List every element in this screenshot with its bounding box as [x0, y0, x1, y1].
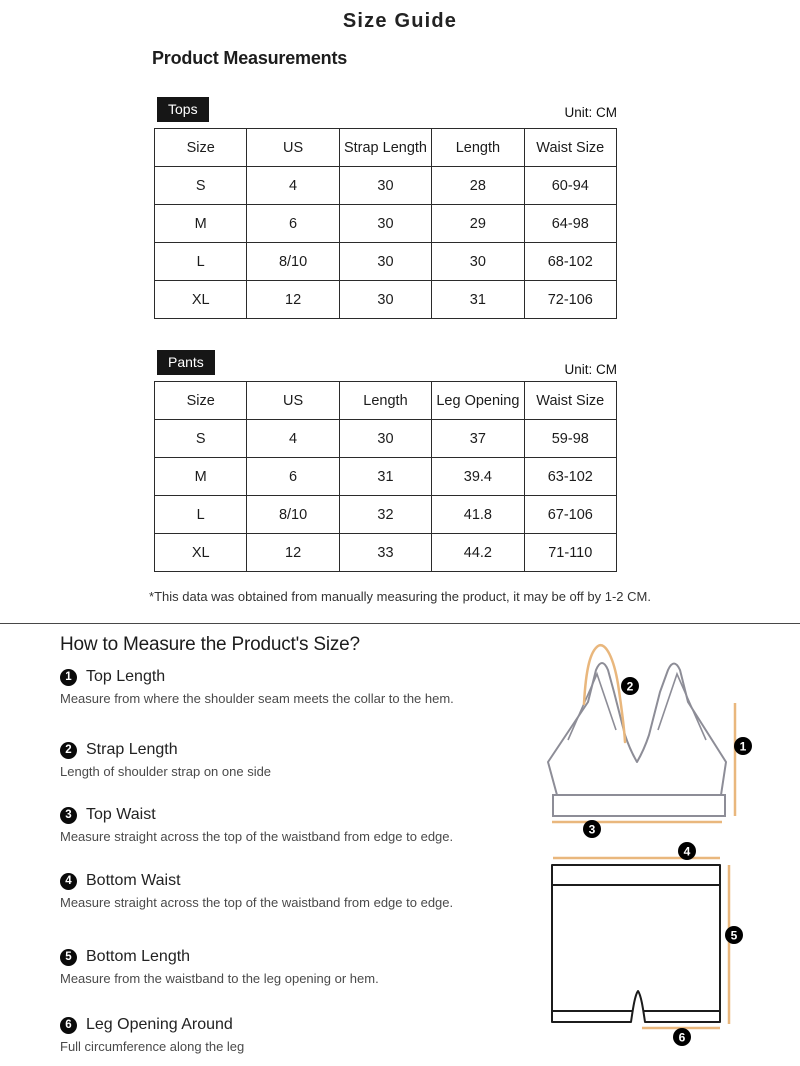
item-number-badge: 5 — [60, 949, 77, 966]
item-title: Top Length — [86, 668, 166, 685]
table-cell: 12 — [247, 534, 339, 572]
tops-badge: Tops — [157, 97, 209, 122]
pants-unit-label: Unit: CM — [564, 362, 617, 377]
bra-band — [553, 795, 725, 816]
top-measurement-diagram — [530, 630, 770, 842]
item-description: Measure straight across the top of the waistband from edge to edge. — [60, 895, 454, 910]
item-description: Measure straight across the top of the waistband from edge to edge. — [60, 829, 454, 844]
table-cell: 60-94 — [524, 167, 616, 205]
table-cell: 28 — [432, 167, 524, 205]
item-number-badge: 3 — [60, 807, 77, 824]
item-title: Leg Opening Around — [86, 1016, 233, 1033]
table-cell: 64-98 — [524, 205, 616, 243]
table-header-cell: US — [247, 129, 339, 167]
table-header-cell: Size — [155, 129, 247, 167]
item-description: Measure from the waistband to the leg opening or hem. — [60, 971, 379, 986]
table-cell: M — [155, 458, 247, 496]
svg-text:4: 4 — [683, 844, 691, 859]
table-row — [155, 496, 617, 534]
disclaimer-text: *This data was obtained from manually measuring the product, it may be off by 1-2 CM. — [149, 589, 651, 604]
table-cell: 33 — [339, 534, 431, 572]
item-title: Strap Length — [86, 741, 178, 758]
table-cell: 63-102 — [524, 458, 616, 496]
table-cell: 6 — [247, 458, 339, 496]
label-5-badge — [725, 926, 743, 944]
shorts-outline — [552, 865, 720, 1022]
svg-text:6: 6 — [678, 1030, 686, 1045]
table-cell: 68-102 — [524, 243, 616, 281]
table-cell: 30 — [432, 243, 524, 281]
table-header-cell: Length — [339, 382, 431, 420]
how-to-heading: How to Measure the Product's Size? — [60, 634, 360, 655]
table-cell: 72-106 — [524, 281, 616, 319]
label-4-badge — [678, 842, 696, 860]
table-cell: 39.4 — [432, 458, 524, 496]
table-header-cell: Waist Size — [524, 382, 616, 420]
table-cell: 4 — [247, 167, 339, 205]
table-cell: 31 — [339, 458, 431, 496]
table-cell: XL — [155, 281, 247, 319]
bra-left-strap-inner-line — [568, 674, 616, 740]
table-row — [155, 420, 617, 458]
table-cell: 59-98 — [524, 420, 616, 458]
item-description: Full circumference along the leg — [60, 1039, 245, 1054]
table-cell: 37 — [432, 420, 524, 458]
table-cell: 30 — [339, 167, 431, 205]
item-description: Measure from where the shoulder seam meets the collar to the hem. — [60, 691, 454, 706]
table-header-row — [155, 382, 617, 420]
table-cell: 8/10 — [247, 496, 339, 534]
svg-text:3: 3 — [588, 822, 596, 837]
table-cell: 8/10 — [247, 243, 339, 281]
pants-badge: Pants — [157, 350, 215, 375]
table-cell: 41.8 — [432, 496, 524, 534]
label-2-badge — [621, 677, 639, 695]
table-cell: 44.2 — [432, 534, 524, 572]
table-cell: 30 — [339, 420, 431, 458]
table-header-cell: Waist Size — [524, 129, 616, 167]
table-cell: 12 — [247, 281, 339, 319]
table-cell: 32 — [339, 496, 431, 534]
table-row — [155, 281, 617, 319]
measure-item-bottom-length — [60, 948, 472, 988]
table-cell: L — [155, 496, 247, 534]
table-cell: S — [155, 420, 247, 458]
pants-table — [154, 381, 617, 572]
table-header-cell: Size — [155, 382, 247, 420]
table-row — [155, 205, 617, 243]
table-cell: S — [155, 167, 247, 205]
table-cell: 30 — [339, 281, 431, 319]
measure-item-strap-length — [60, 741, 472, 781]
svg-text:5: 5 — [730, 928, 738, 943]
table-cell: 30 — [339, 205, 431, 243]
section-title: Product Measurements — [152, 48, 348, 68]
table-cell: 30 — [339, 243, 431, 281]
table-cell: 4 — [247, 420, 339, 458]
label-1-badge — [734, 737, 752, 755]
svg-text:2: 2 — [626, 679, 634, 694]
section-divider — [0, 623, 800, 624]
table-header-cell: Strap Length — [339, 129, 431, 167]
item-number-badge: 1 — [60, 669, 77, 686]
item-description: Length of shoulder strap on one side — [60, 764, 272, 779]
tops-table — [154, 128, 617, 319]
table-cell: 6 — [247, 205, 339, 243]
measure-item-leg-opening — [60, 1016, 472, 1056]
page-title: Size Guide — [342, 10, 458, 32]
measure-item-top-length — [60, 668, 472, 708]
table-cell: M — [155, 205, 247, 243]
bottom-measurement-diagram — [530, 840, 770, 1054]
item-number-badge: 4 — [60, 873, 77, 890]
table-cell: 67-106 — [524, 496, 616, 534]
label-6-badge — [673, 1028, 691, 1046]
table-row — [155, 243, 617, 281]
tops-unit-label: Unit: CM — [564, 105, 617, 120]
table-header-cell: US — [247, 382, 339, 420]
table-cell: XL — [155, 534, 247, 572]
item-number-badge: 6 — [60, 1017, 77, 1034]
table-cell: 71-110 — [524, 534, 616, 572]
measure-item-top-waist — [60, 806, 472, 846]
svg-text:1: 1 — [739, 739, 747, 754]
item-title: Top Waist — [86, 806, 156, 823]
table-row — [155, 167, 617, 205]
table-header-row — [155, 129, 617, 167]
item-title: Bottom Waist — [86, 872, 181, 889]
table-cell: 31 — [432, 281, 524, 319]
table-cell: 29 — [432, 205, 524, 243]
table-cell: L — [155, 243, 247, 281]
table-header-cell: Leg Opening — [432, 382, 524, 420]
bra-right-strap-inner-line — [658, 674, 706, 740]
table-row — [155, 534, 617, 572]
label-3-badge — [583, 820, 601, 838]
item-title: Bottom Length — [86, 948, 191, 965]
measure-item-bottom-waist — [60, 872, 472, 912]
table-header-cell: Length — [432, 129, 524, 167]
item-number-badge: 2 — [60, 742, 77, 759]
table-row — [155, 458, 617, 496]
